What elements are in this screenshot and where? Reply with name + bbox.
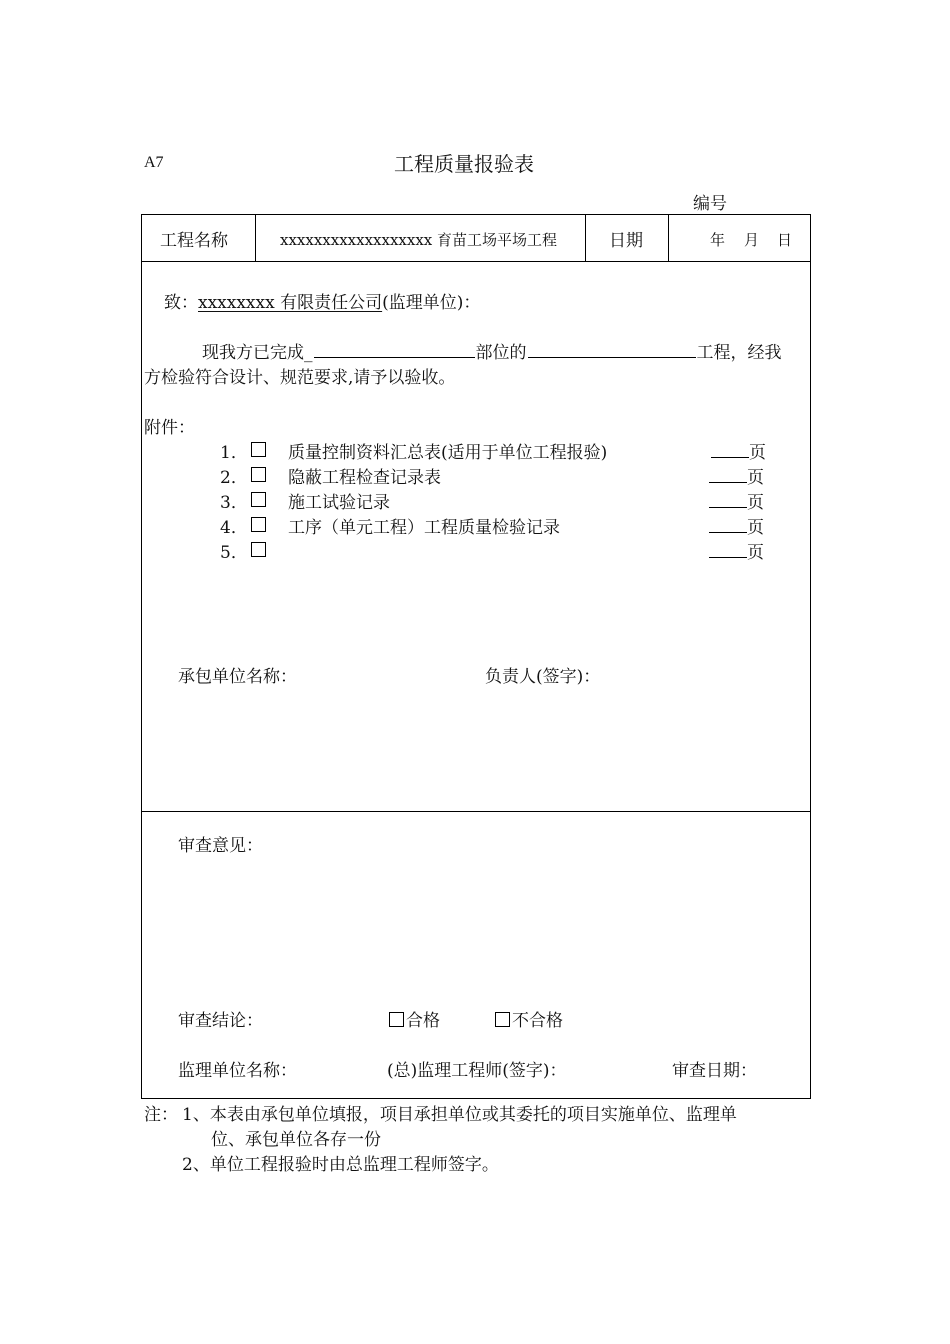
note-1: 1、本表由承包单位填报，项目承担单位或其委托的项目实施单位、监理单 (182, 1105, 737, 1125)
chief-engineer-label: (总)监理工程师(签字)： (387, 1061, 567, 1081)
attachment-checkbox[interactable] (251, 441, 268, 460)
pass-checkbox[interactable] (389, 1012, 404, 1027)
project-suffix: 工程，经我 (696, 343, 782, 363)
review-opinion-label: 审查意见： (178, 836, 263, 856)
attachment-pages: 页 (711, 438, 766, 463)
part-blank[interactable] (314, 340, 475, 358)
completion-statement (202, 338, 782, 363)
date-year: 年 (710, 231, 726, 249)
page-count-blank[interactable] (709, 466, 747, 483)
attachment-pages: 页 (709, 513, 764, 538)
form-code: A7 (144, 154, 164, 171)
page-count-blank[interactable] (709, 516, 747, 533)
fail-label: 不合格 (512, 1011, 563, 1031)
addressee-suffix: (监理单位)： (382, 293, 481, 313)
addressee-prefix: 致： (164, 293, 198, 313)
attachment-text: 质量控制资料汇总表(适用于单位工程报验) (288, 443, 608, 463)
attachment-num: 2． (220, 468, 248, 488)
fail-option[interactable] (495, 1006, 563, 1031)
addressee-line (164, 288, 480, 313)
completion-prefix: 现我方已完成_ (202, 343, 313, 363)
date-month: 月 (744, 231, 760, 249)
contractor-name-label: 承包单位名称： (178, 667, 297, 687)
serial-number-label: 编号 (693, 194, 727, 214)
date-day: 日 (777, 231, 793, 249)
part-label: 部位的 (475, 343, 527, 363)
date-label: 日期 (609, 231, 643, 251)
attachment-pages: 页 (709, 538, 764, 563)
page-title: 工程质量报验表 (394, 152, 534, 176)
attachment-pages: 页 (709, 463, 764, 488)
attachment-num: 1． (220, 443, 248, 463)
attachments-label: 附件： (144, 418, 195, 438)
review-date-label: 审查日期： (672, 1061, 757, 1081)
pass-label: 合格 (406, 1011, 440, 1031)
supervisor-unit-label: 监理单位名称： (178, 1061, 297, 1081)
attachment-pages: 页 (709, 488, 764, 513)
attachment-checkbox[interactable] (251, 491, 268, 510)
page-count-blank[interactable] (709, 541, 747, 558)
attachment-checkbox[interactable] (251, 541, 268, 560)
divider (142, 261, 810, 262)
page-count-blank[interactable] (711, 441, 749, 458)
pass-option[interactable] (389, 1006, 440, 1031)
attachment-num: 4． (220, 518, 248, 538)
project-blank[interactable] (528, 340, 696, 358)
attachment-text: 隐蔽工程检查记录表 (288, 468, 441, 488)
note-1-continued: 位、承包单位各存一份 (211, 1130, 381, 1150)
note-2: 2、单位工程报验时由总监理工程师签字。 (182, 1155, 499, 1175)
fail-checkbox[interactable] (495, 1012, 510, 1027)
page-count-blank[interactable] (709, 491, 747, 508)
attachment-num: 5． (220, 543, 248, 563)
project-name-value: xxxxxxxxxxxxxxxxxx 育苗工场平场工程 (280, 231, 558, 249)
divider (585, 215, 586, 261)
responsible-person-label: 负责人(签字)： (485, 667, 601, 687)
divider (142, 811, 810, 812)
divider (255, 215, 256, 261)
completion-statement-line2: 方检验符合设计、规范要求,请予以验收。 (144, 368, 456, 388)
attachment-num: 3． (220, 493, 248, 513)
attachment-checkbox[interactable] (251, 466, 268, 485)
project-name-label: 工程名称 (160, 231, 228, 251)
notes-prefix: 注： (144, 1105, 178, 1125)
supervisor-company: xxxxxxxx 有限责任公司 (198, 293, 383, 313)
attachment-text: 施工试验记录 (288, 493, 390, 513)
review-conclusion-label: 审查结论： (178, 1011, 263, 1031)
divider (668, 215, 669, 261)
attachment-checkbox[interactable] (251, 516, 268, 535)
attachment-text: 工序（单元工程）工程质量检验记录 (288, 518, 560, 538)
